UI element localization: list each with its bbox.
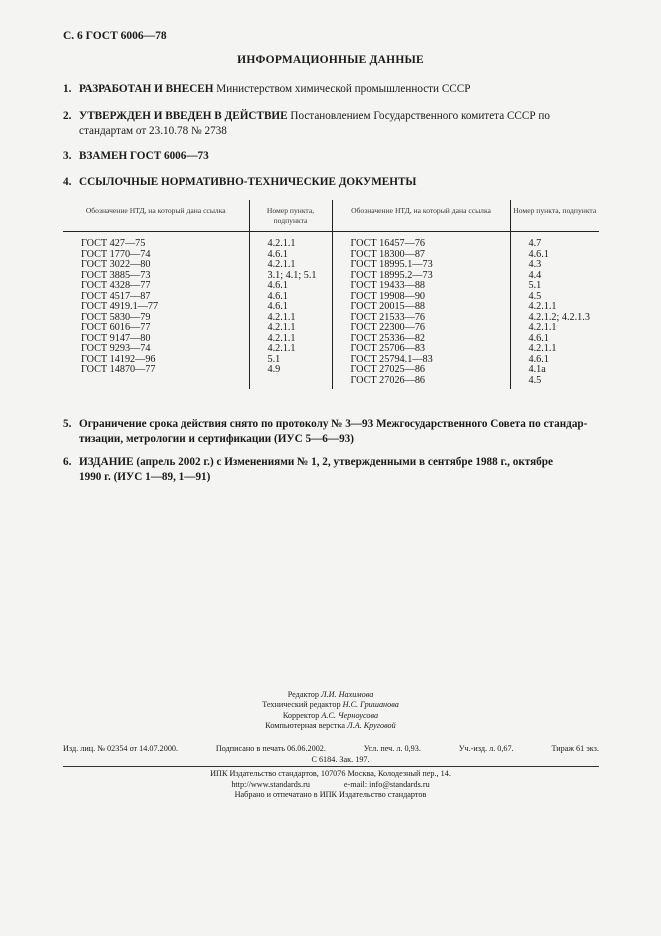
divider — [63, 766, 599, 767]
ref-clause: 4.2.1.1 — [510, 323, 599, 334]
credit-name: Л.А. Круговой — [347, 720, 396, 730]
credit-role: Редактор — [287, 690, 319, 699]
item-heading: РАЗРАБОТАН И ВНЕСЕН — [79, 83, 214, 95]
item-heading: УТВЕРЖДЕН И ВВЕДЕН В ДЕЙСТВИЕ — [79, 110, 288, 122]
ref-clause: 4.4 — [510, 271, 599, 282]
ref-clause: 4.1а — [510, 365, 599, 376]
ref-clause: 4.6.1 — [249, 281, 332, 292]
info-item-6 — [63, 455, 599, 485]
publisher-footer — [0, 769, 661, 801]
ref-document: ГОСТ 9147—80 — [81, 332, 151, 344]
item-text: Постановлением Государственного комитета СССР по — [290, 110, 550, 122]
credit-line — [0, 690, 661, 700]
ref-document: ГОСТ 4517—87 — [81, 290, 151, 302]
ref-clause: 4.2.1.2; 4.2.1.3 — [510, 313, 599, 324]
ref-document: ГОСТ 21533—76 — [332, 313, 510, 324]
ref-clause: 5.1 — [510, 281, 599, 292]
item-text: Ограничение срока действия снято по протоколу № 3—93 Межгосударственного Совета по стандар- — [79, 418, 588, 430]
reference-documents-table — [63, 200, 599, 389]
ref-clause: 4.6.1 — [510, 334, 599, 345]
item-text: Министерством химической промышленности СССР — [216, 83, 471, 95]
item-text: ИЗДАНИЕ (апрель 2002 г.) с Изменениями № 1, 2, утвержденными в сентябре 1988 г., октябре — [79, 456, 553, 468]
order-number: С 6184. Зак. 197. — [311, 755, 370, 764]
table-row — [63, 365, 599, 376]
ref-clause: 4.6.1 — [249, 302, 332, 313]
ref-clause: 4.3 — [510, 260, 599, 271]
column-header-clause: Номер пункта, подпункта — [510, 200, 599, 232]
publisher-address: ИПК Издательство стандартов, 107076 Москва, Колодезный пер., 14. — [210, 769, 451, 778]
column-header-doc: Обозначение НТД, на который дана ссылка — [332, 200, 510, 232]
ref-clause — [249, 376, 332, 390]
item-text-continued: тизации, метрологии и сертификации (ИУС 5—6—93) — [79, 433, 354, 445]
info-item-4 — [63, 175, 599, 190]
credit-name: Л.И. Нахимова — [321, 690, 374, 699]
ref-document: ГОСТ 4328—77 — [81, 280, 151, 291]
ref-clause: 4.2.1.1 — [249, 313, 332, 324]
credit-line — [0, 711, 661, 721]
website-link[interactable]: http://www.standards.ru — [231, 779, 310, 789]
ref-clause: 4.2.1.1 — [249, 323, 332, 334]
ref-document: ГОСТ 25706—83 — [332, 344, 510, 355]
publication-details — [63, 743, 599, 754]
ref-clause: 4.2.1.1 — [510, 302, 599, 313]
signed-date: Подписано в печать 06.06.2002. — [215, 744, 326, 753]
ref-clause: 4.2.1.1 — [249, 260, 332, 271]
ref-document — [63, 376, 249, 390]
column-header-clause: Номер пункта, подпункта — [249, 200, 332, 232]
ref-document: ГОСТ 9293—74 — [81, 343, 151, 354]
ref-document: ГОСТ 3022—80 — [81, 259, 151, 270]
edition-sheets: Уч.-изд. л. 0,67. — [458, 744, 514, 753]
table-row — [63, 323, 599, 334]
table-row — [63, 344, 599, 355]
credit-role: Корректор — [282, 710, 320, 720]
info-item-2 — [63, 109, 599, 139]
publisher-contacts — [0, 780, 661, 791]
item-number: 3. — [63, 150, 72, 162]
ref-document: ГОСТ 3885—73 — [81, 269, 151, 281]
table-row — [63, 260, 599, 271]
credit-line — [0, 721, 661, 731]
license: Изд. лиц. № 02354 от 14.07.2000. — [63, 744, 179, 753]
ref-document: ГОСТ 19433—88 — [332, 281, 510, 292]
info-item-1 — [63, 82, 599, 97]
table-row — [63, 232, 599, 250]
item-number: 1. — [63, 83, 72, 95]
ref-clause: 4.2.1.1 — [249, 344, 332, 355]
credit-name: А.С. Черноусова — [321, 710, 379, 720]
ref-clause: 3.1; 4.1; 5.1 — [249, 271, 332, 282]
table-header-row — [63, 200, 599, 232]
info-item-5 — [63, 417, 599, 447]
ref-document: ГОСТ 25336—82 — [332, 334, 510, 345]
item-number: 6. — [63, 456, 72, 468]
item-text-continued: стандартам от 23.10.78 № 2738 — [79, 125, 227, 137]
ref-document: ГОСТ 14870—77 — [81, 364, 156, 375]
ref-document: ГОСТ 18995.2—73 — [332, 271, 510, 282]
print-sheets: Усл. печ. л. 0,93. — [363, 744, 421, 753]
ref-document: ГОСТ 25794.1—83 — [332, 355, 510, 366]
column-header-doc: Обозначение НТД, на который дана ссылка — [63, 200, 249, 232]
item-number: 4. — [63, 176, 72, 188]
ref-clause: 4.2.1.1 — [249, 334, 332, 345]
ref-document: ГОСТ 20015—88 — [332, 302, 510, 313]
ref-document: ГОСТ 18995.1—73 — [332, 260, 510, 271]
ref-clause: 4.9 — [249, 365, 332, 376]
table-row — [63, 376, 599, 390]
ref-document: ГОСТ 1770—74 — [81, 248, 151, 260]
item-number: 2. — [63, 110, 72, 122]
ref-clause: 4.6.1 — [249, 250, 332, 261]
table-row — [63, 302, 599, 313]
credit-line — [0, 700, 661, 710]
item-number: 5. — [63, 418, 72, 430]
editorial-credits — [0, 690, 661, 731]
ref-document: ГОСТ 6016—77 — [81, 322, 151, 333]
ref-document: ГОСТ 19908—90 — [332, 292, 510, 303]
ref-clause: 4.6.1 — [510, 250, 599, 261]
email-link[interactable]: e-mail: info@standards.ru — [343, 779, 430, 789]
ref-clause: 4.5 — [510, 292, 599, 303]
item-text-continued: 1990 г. (ИУС 1—89, 1—91) — [79, 471, 211, 483]
ref-document: ГОСТ 14192—96 — [81, 353, 156, 365]
ref-clause: 4.2.1.1 — [249, 232, 332, 250]
page-header: С. 6 ГОСТ 6006—78 — [63, 30, 167, 42]
ref-document: ГОСТ 5830—79 — [81, 311, 151, 323]
ref-clause: 4.2.1.1 — [510, 344, 599, 355]
ref-clause: 4.5 — [510, 376, 599, 390]
ref-document: ГОСТ 27025—86 — [332, 365, 510, 376]
credit-role: Компьютерная верстка — [265, 720, 345, 730]
ref-document: ГОСТ 16457—76 — [332, 232, 510, 250]
item-heading: ССЫЛОЧНЫЕ НОРМАТИВНО-ТЕХНИЧЕСКИЕ ДОКУМЕНТЫ — [79, 176, 417, 188]
ref-document: ГОСТ 18300—87 — [332, 250, 510, 261]
ref-document: ГОСТ 22300—76 — [332, 323, 510, 334]
table-row — [63, 281, 599, 292]
info-item-3 — [63, 149, 599, 164]
ref-document: ГОСТ 427—75 — [81, 238, 146, 249]
item-heading: ВЗАМЕН ГОСТ 6006—73 — [79, 150, 209, 162]
credit-role: Технический редактор — [262, 700, 341, 710]
circulation: Тираж 61 экз. — [551, 744, 599, 753]
ref-clause: 5.1 — [249, 355, 332, 366]
document-title: ИНФОРМАЦИОННЫЕ ДАННЫЕ — [237, 54, 424, 66]
ref-clause: 4.7 — [510, 232, 599, 250]
ref-document: ГОСТ 4919.1—77 — [81, 301, 159, 312]
ref-clause: 4.6.1 — [249, 292, 332, 303]
ref-document: ГОСТ 27026—86 — [332, 376, 510, 390]
ref-clause: 4.6.1 — [510, 355, 599, 366]
printing-note: Набрано и отпечатано в ИПК Издательство стандартов — [234, 790, 427, 799]
credit-name: Н.С. Гришанова — [342, 700, 399, 710]
